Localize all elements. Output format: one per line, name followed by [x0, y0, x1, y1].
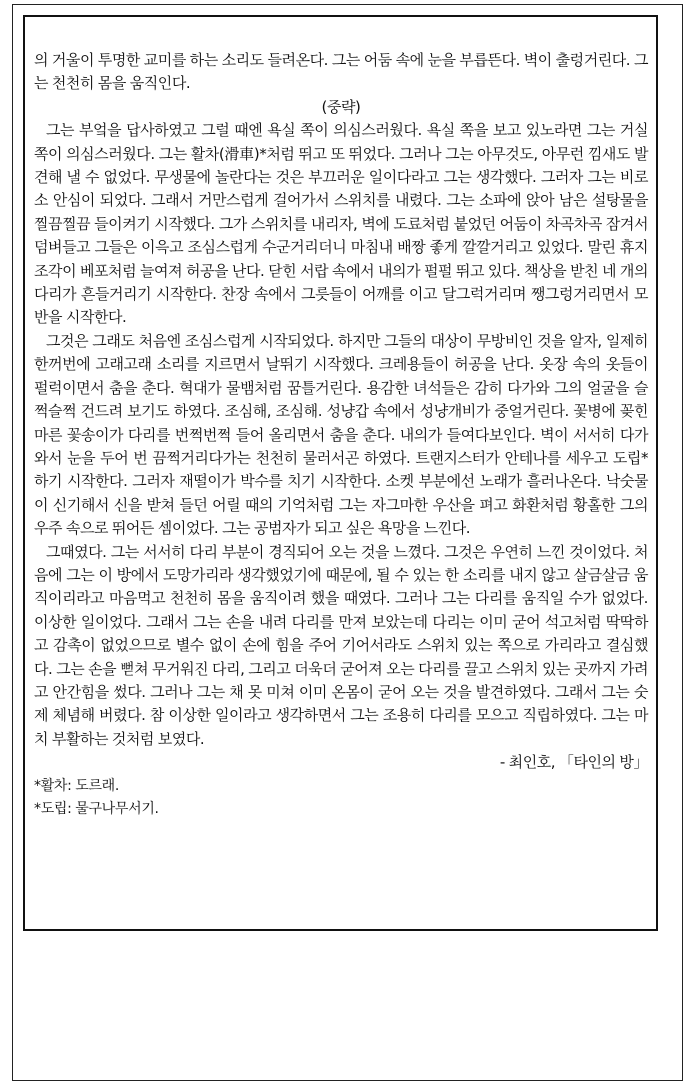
passage-box: [23, 15, 658, 931]
source-citation: - 최인호, 「타인의 방」: [499, 753, 648, 772]
passage-paragraph: 그때였다. 그는 서서히 다리 부분이 경직되어 오는 것을 느꼈다. 그것은 우연히 느낀 것이었다. 처음에 그는 이 방에서 도망가리라 생각했었기에 때문에, 될 수 있는 한 소리를 내지 않고 살금살금 움직이리라고 마음먹고 천천히 몸을 움직이려 했을 때였다. 그러나 그는 다리를 움직일 수가 없었다. 이상한 일이었다. 그래서 그는 손을 내려 다리를 만져 보았는데 다리는 이미 굳어 석고처럼 딱딱하고 감촉이 없었으므로 별수 없이 손에 힘을 주어 기어서라도 스위치 있는 쪽으로 가리라고 결심했다. 그는 손을 뻗쳐 무거워진 다리, 그리고 더욱더 굳어져 오는 다리를 끌고 스위치 있는 곳까지 가려고 안간힘을 썼다. 그러나 그는 채 못 미쳐 이미 온몸이 굳어 오는 것을 발견하였다. 그래서 그는 숫제 체념해 버렸다. 참 이상한 일이라고 생각하면서 그는 조용히 다리를 모으고 직립하였다. 그는 마치 부활하는 것처럼 보였다.: [34, 542, 648, 748]
passage-paragraph: 그것은 그래도 처음엔 조심스럽게 시작되었다. 하지만 그들의 대상이 무방비인 것을 알자, 일제히 한꺼번에 고래고래 소리를 지르면서 날뛰기 시작했다. 크레용들이 허공을 난다. 옷장 속의 옷들이 펄럭이면서 춤을 춘다. 혁대가 물뱀처럼 꿈틀거린다. 용감한 녀석들은 감히 다가와 그의 얼굴을 슬쩍슬쩍 건드려 보기도 하였다. 조심해, 조심해. 성냥갑 속에서 성냥개비가 중얼거린다. 꽃병에 꽂힌 마른 꽃송이가 다리를 번쩍번쩍 들어 올리면서 춤을 춘다. 내의가 들여다보인다. 벽이 서서히 다가와서 눈을 두어 번 끔쩍거리다가는 천천히 물러서곤 하였다. 트랜지스터가 안테나를 세우고 도립*하기 시작한다. 그러자 재떨이가 박수를 치기 시작한다. 소켓 부분에선 노래가 흘러나온다. 낙숫물이 신기해서 신을 받쳐 들던 어릴 때의 기억처럼 그는 자그마한 우산을 펴고 화환처럼 황홀한 그의 우주 속으로 뛰어든 셈이었다. 그는 공범자가 되고 싶은 욕망을 느낀다.: [34, 331, 648, 538]
passage-text: [34, 49, 648, 821]
omission-marker: (중략): [321, 97, 361, 116]
footnote: *활차: 도르래.: [34, 777, 120, 794]
footnote: *도립: 물구나무서기.: [34, 800, 159, 817]
passage-paragraph: 그는 부엌을 답사하였고 그럴 때엔 욕실 쪽이 의심스러웠다. 욕실 쪽을 보고 있노라면 그는 거실 쪽이 의심스러웠다. 그는 활차(滑車)*처럼 뛰고 또 뛰었다. 그러나 그는 아무것도, 아무런 낌새도 발견해 낼 수 없었다. 무생물에 놀란다는 것은 부끄러운 일이다라고 그는 생각했다. 그러자 그는 비로소 안심이 되었다. 그래서 거만스럽게 걸어가서 스위치를 내렸다. 그는 소파에 앉아 남은 설탕물을 찔끔찔끔 들이켜기 시작했다. 그가 스위치를 내리자, 벽에 도료처럼 붙었던 어둠이 차곡차곡 잠겨서 덤벼들고 그들은 이윽고 조심스럽게 수군거리더니 마침내 배짱 좋게 깔깔거리고 있었다. 말린 휴지 조각이 베포처럼 늘여져 허공을 난다. 닫힌 서랍 속에서 내의가 펄펄 뛰고 있다. 책상을 받친 네 개의 다리가 흔들거리기 시작한다. 찬장 속에서 그릇들이 어깨를 이고 달그럭거리며 쨍그렁거리면서 모반을 시작한다.: [34, 121, 648, 327]
passage-paragraph-intro: 의 거울이 투명한 교미를 하는 소리도 들려온다. 그는 어둠 속에 눈을 부릅뜬다. 벽이 출렁거린다. 그는 천천히 몸을 움직인다.: [34, 51, 648, 93]
